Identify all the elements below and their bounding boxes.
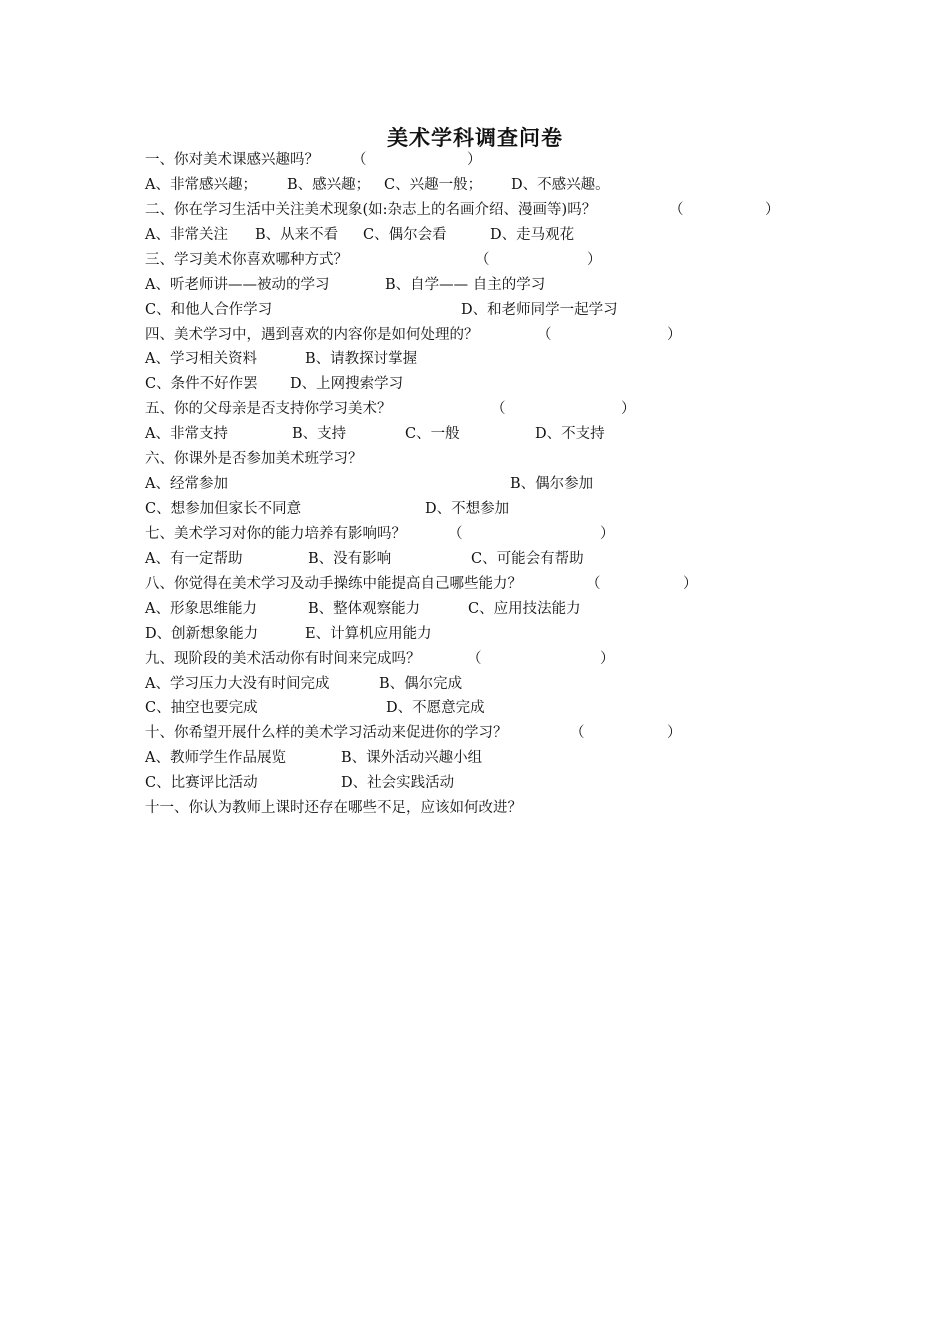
answer-close-paren: ） — [600, 526, 615, 542]
answer-open-paren: （ — [586, 576, 601, 592]
question-text: 八、你觉得在美术学习及动手操练中能提高自己哪些能力？ — [145, 576, 522, 592]
option-b: B、感兴趣； — [287, 177, 371, 193]
answer-open-paren: （ — [448, 526, 463, 542]
option-c: C、偶尔会看 — [363, 227, 447, 243]
answer-open-paren: （ — [491, 401, 506, 417]
survey-title: 美术学科调查问卷 — [387, 125, 563, 150]
option-c: C、一般 — [405, 426, 460, 442]
option-b: B、没有影响 — [308, 551, 392, 567]
option-b: B、请教探讨掌握 — [305, 351, 418, 367]
option-c: C、可能会有帮助 — [471, 551, 584, 567]
option-d: D、创新想象能力 — [145, 626, 259, 642]
answer-close-paren: ） — [765, 202, 780, 218]
question-text: 四、美术学习中，遇到喜欢的内容你是如何处理的？ — [145, 327, 479, 343]
answer-open-paren: （ — [537, 327, 552, 343]
option-e: E、计算机应用能力 — [305, 626, 432, 642]
option-c: C、条件不好作罢 — [145, 376, 258, 392]
option-b: B、课外活动兴趣小组 — [341, 750, 483, 766]
option-d: D、和老师同学一起学习 — [461, 302, 618, 318]
option-a: A、学习压力大没有时间完成 — [145, 676, 330, 692]
question-text: 七、美术学习对你的能力培养有影响吗？ — [145, 526, 406, 542]
option-a: A、学习相关资料 — [145, 351, 257, 367]
option-b: B、偶尔参加 — [510, 476, 594, 492]
option-c: C、应用技法能力 — [468, 601, 581, 617]
option-d: D、不支持 — [535, 426, 605, 442]
option-a: A、教师学生作品展览 — [145, 750, 286, 766]
option-a: A、有一定帮助 — [145, 551, 243, 567]
option-a: A、经常参加 — [145, 476, 228, 492]
option-b: B、自学—— 自主的学习 — [385, 277, 546, 293]
option-b: B、支持 — [292, 426, 347, 442]
answer-open-paren: （ — [352, 152, 367, 168]
option-c: C、抽空也要完成 — [145, 700, 258, 716]
option-a: A、听老师讲——被动的学习 — [145, 277, 330, 293]
option-b: B、从来不看 — [255, 227, 339, 243]
option-d: D、不愿意完成 — [386, 700, 485, 716]
answer-open-paren: （ — [570, 725, 585, 741]
question-text: 九、现阶段的美术活动你有时间来完成吗？ — [145, 651, 421, 667]
option-a: A、形象思维能力 — [145, 601, 257, 617]
answer-open-paren: （ — [475, 252, 490, 268]
question-text: 十一、你认为教师上课时还存在哪些不足，应该如何改进？ — [145, 800, 522, 816]
question-text: 一、你对美术课感兴趣吗？ — [145, 152, 319, 168]
answer-close-paren: ） — [600, 651, 615, 667]
option-d: D、社会实践活动 — [341, 775, 455, 791]
option-a: A、非常关注 — [145, 227, 228, 243]
option-d: D、走马观花 — [490, 227, 575, 243]
question-text: 五、你的父母亲是否支持你学习美术？ — [145, 401, 392, 417]
option-b: B、整体观察能力 — [308, 601, 421, 617]
question-text: 二、你在学习生活中关注美术现象(如:杂志上的名画介绍、漫画等)吗？ — [145, 202, 597, 218]
option-d: D、不想参加 — [425, 501, 510, 517]
answer-open-paren: （ — [669, 202, 684, 218]
option-c: C、比赛评比活动 — [145, 775, 258, 791]
answer-open-paren: （ — [467, 651, 482, 667]
answer-close-paren: ） — [587, 252, 602, 268]
answer-close-paren: ） — [467, 152, 482, 168]
answer-close-paren: ） — [667, 725, 682, 741]
answer-close-paren: ） — [667, 327, 682, 343]
option-a: A、非常感兴趣； — [145, 177, 257, 193]
question-text: 六、你课外是否参加美术班学习？ — [145, 451, 363, 467]
option-c: C、兴趣一般； — [384, 177, 483, 193]
option-d: D、不感兴趣。 — [511, 177, 610, 193]
option-b: B、偶尔完成 — [379, 676, 463, 692]
option-c: C、和他人合作学习 — [145, 302, 273, 318]
answer-close-paren: ） — [621, 401, 636, 417]
question-text: 三、学习美术你喜欢哪种方式？ — [145, 252, 348, 268]
option-c: C、想参加但家长不同意 — [145, 501, 302, 517]
question-text: 十、你希望开展什么样的美术学习活动来促进你的学习？ — [145, 725, 508, 741]
option-d: D、上网搜索学习 — [290, 376, 404, 392]
option-a: A、非常支持 — [145, 426, 228, 442]
answer-close-paren: ） — [683, 576, 698, 592]
